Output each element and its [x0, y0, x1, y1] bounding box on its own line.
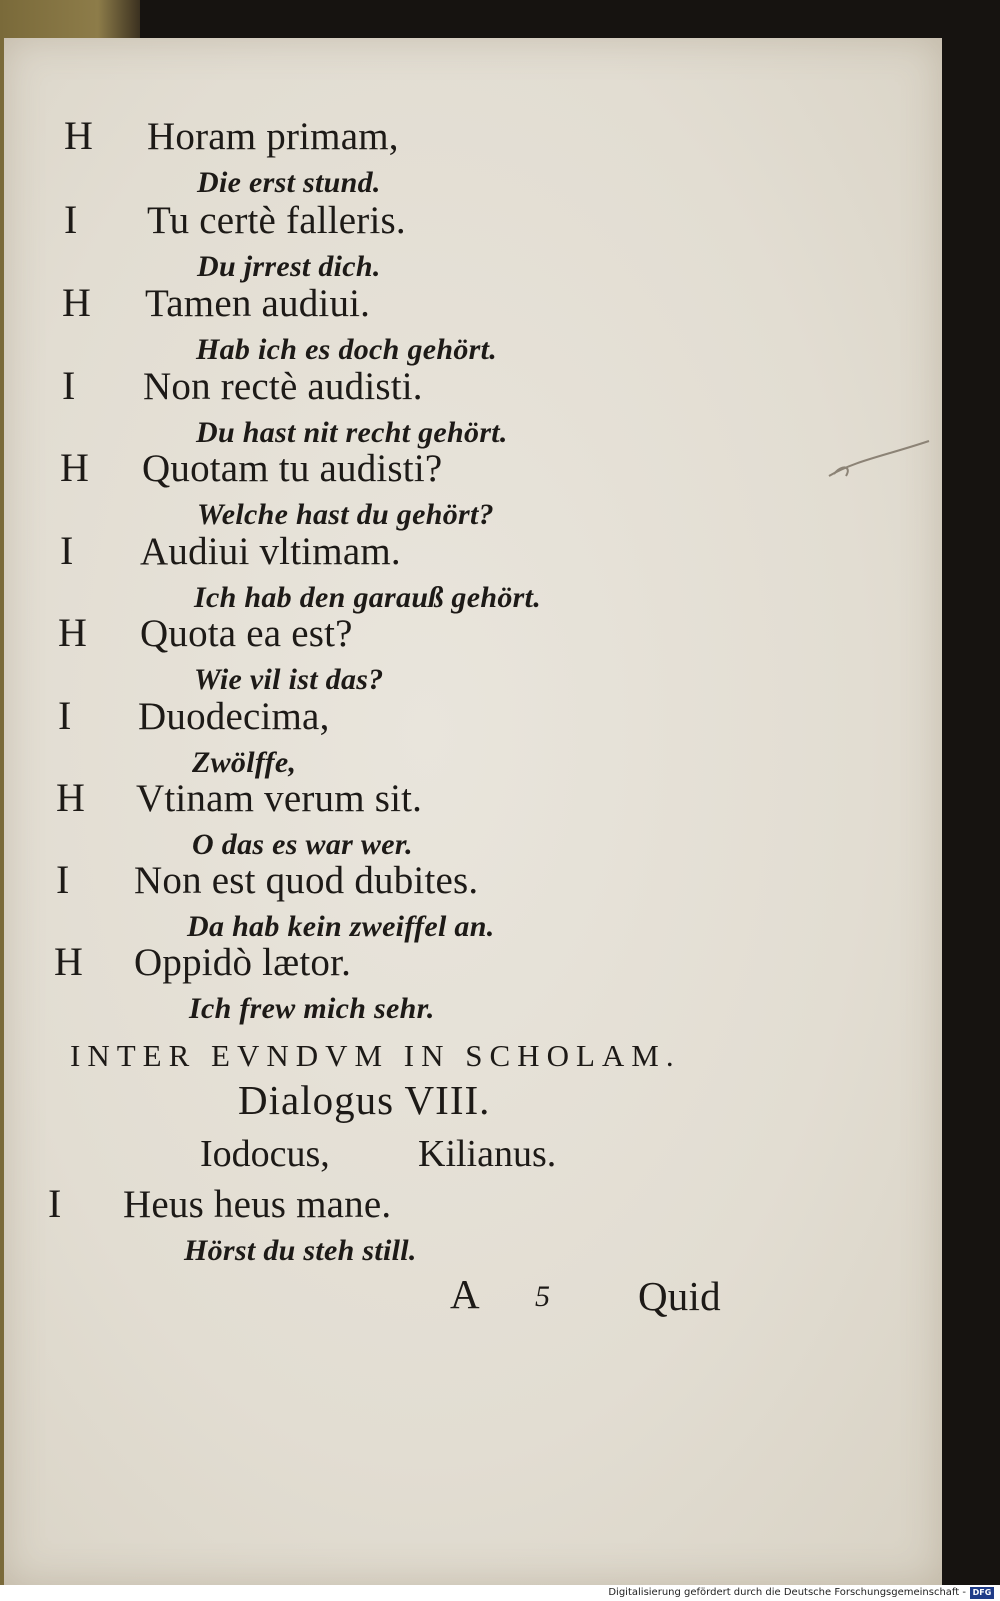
german-line: Du jrrest dich. [197, 250, 381, 283]
speaker-name-two: Kilianus. [418, 1133, 557, 1175]
latin-line: Tamen audiui. [145, 282, 371, 325]
speaker-mark: H [62, 280, 91, 325]
latin-line: Non rectè audisti. [143, 365, 423, 408]
german-line: Da hab kein zweiffel an. [187, 910, 495, 943]
section-heading: INTER EVNDVM IN SCHOLAM. [70, 1038, 681, 1073]
german-line: Hörst du steh still. [184, 1234, 417, 1267]
latin-line: Audiui vltimam. [140, 530, 401, 573]
digitization-credit: Digitalisierung gefördert durch die Deutsche Forschungsgemeinschaft - [608, 1587, 966, 1598]
page-number: 5 [535, 1280, 551, 1313]
latin-line: Vtinam verum sit. [136, 777, 423, 820]
german-line: Die erst stund. [197, 166, 381, 199]
german-line: Ich frew mich sehr. [189, 992, 435, 1025]
speaker-mark: H [58, 610, 87, 655]
latin-line: Oppidò lætor. [134, 941, 352, 984]
latin-line: Horam primam, [147, 115, 399, 158]
dfg-logo: DFG [970, 1587, 994, 1599]
speaker-mark: I [60, 528, 74, 573]
speaker-mark: H [54, 939, 83, 984]
german-line: Welche hast du gehört? [197, 498, 494, 531]
speaker-name-one: Iodocus, [200, 1133, 330, 1175]
german-line: Ich hab den garauß gehört. [194, 581, 542, 614]
german-line: Du hast nit recht gehört. [196, 416, 508, 449]
signature-mark: A [450, 1271, 480, 1317]
latin-line: Quota ea est? [140, 612, 353, 655]
german-line: O das es war wer. [192, 828, 413, 861]
speaker-mark: I [58, 693, 72, 738]
latin-line: Heus heus mane. [123, 1183, 392, 1226]
latin-line: Non est quod dubites. [134, 859, 479, 902]
german-line: Wie vil ist das? [194, 663, 384, 696]
speaker-mark: I [56, 857, 70, 902]
speaker-mark: I [48, 1181, 62, 1226]
speaker-mark: H [56, 775, 85, 820]
pencil-mark [824, 436, 934, 486]
speaker-mark: H [60, 445, 89, 490]
book-page [4, 38, 942, 1585]
latin-line: Tu certè falleris. [147, 199, 406, 242]
latin-line: Quotam tu audisti? [142, 447, 443, 490]
speaker-mark: H [64, 113, 93, 158]
speaker-mark: I [62, 363, 76, 408]
catchword: Quid [638, 1273, 721, 1319]
german-line: Hab ich es doch gehört. [196, 333, 498, 366]
speaker-mark: I [64, 197, 78, 242]
latin-line: Duodecima, [138, 695, 330, 738]
dialogue-title: Dialogus VIII. [238, 1077, 491, 1123]
german-line: Zwölffe, [192, 746, 297, 779]
